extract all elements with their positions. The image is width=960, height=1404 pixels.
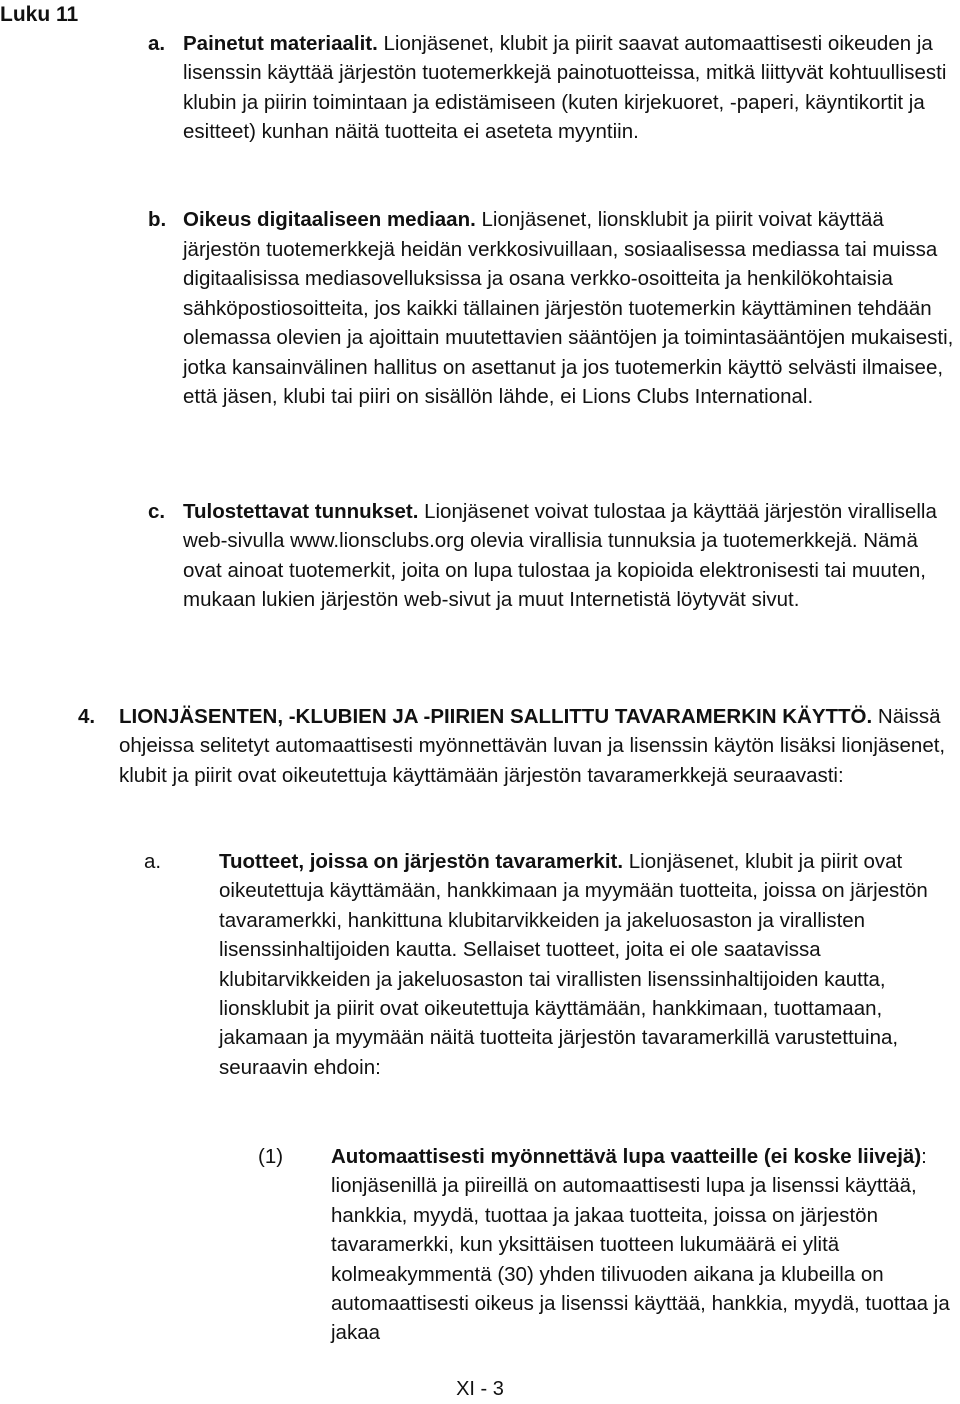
item-heading: Tulostettavat tunnukset. (183, 500, 419, 523)
item-text: Lionjäsenet, lionsklubit ja piirit voivat käyttää järjestön tuotemerkkejä heidän verkkosivuillaan, sosiaalisessa mediassa tai muissa digitaalisissa mediasovelluksissa ja osana verkko-osoitteita ja henkilökohtaisia sähköpostiosoitteita, jos kaikki tällainen järjestön tuotemerkin käyttäminen tehdään olemassa olevien ja ajoittain muutettavien sääntöjen ja toimintasääntöjen mukaisesti, jotka kansainvälinen hallitus on asettanut ja jos tuotemerkin käyttö selvästi ilmaisee, että jäsen, klubi tai piiri on sisällön lähde, ei Lions Clubs International. (183, 208, 954, 408)
section-4 (78, 702, 954, 790)
item-paragraph (183, 497, 955, 615)
item-marker: c. (148, 500, 166, 523)
item-marker: a. (148, 32, 166, 55)
list-item-a (148, 29, 953, 147)
subitem-heading: Automaattisesti myönnettävä lupa vaatteille (ei koske liivejä) (331, 1145, 922, 1168)
item-heading: Oikeus digitaaliseen mediaan. (183, 208, 476, 231)
subitem-text: : lionjäsenillä ja piireillä on automaattisesti lupa ja lisenssi käyttää, hankkia, myydä, tuottaa ja jakaa tuotteita, joissa on järjestön tavaramerkki, kun yksittäisen tuotteen lukumäärä ei ylitä kolmeakymmentä (30) yhden tilivuoden aikana ja klubeilla on automaattisesti oikeus ja lisenssi käyttää, hankkia, myydä, tuottaa ja jakaa (331, 1145, 950, 1345)
subitem-1 (258, 1142, 956, 1348)
section-heading: LIONJÄSENTEN, -KLUBIEN JA -PIIRIEN SALLITTU TAVARAMERKIN KÄYTTÖ. (119, 705, 873, 728)
item-heading: Tuotteet, joissa on järjestön tavaramerkit. (219, 850, 624, 873)
page-number: XI - 3 (456, 1378, 504, 1400)
section-paragraph (119, 702, 954, 790)
item-text: Lionjäsenet, klubit ja piirit saavat automaattisesti oikeuden ja lisenssin käyttää järjestön tuotemerkkejä painotuotteissa, mitkä liittyvät kohtuullisesti klubin ja piirin toimintaan ja edistämiseen (kuten kirjekuoret, -paperi, käyntikortit ja esitteet) kunhan näitä tuotteita ei aseteta myyntiin. (183, 32, 947, 144)
item-text: Lionjäsenet, klubit ja piirit ovat oikeutettuja käyttämään, hankkimaan ja myymään tuotteita, joissa on järjestön tavaramerkki, hankittuna klubitarvikkeiden ja jakeluosaston ja virallisten lisenssinhaltijoiden kautta. Sellaiset tuotteet, joita ei ole saatavissa klubitarvikkeiden ja jakeluosaston tai virallisten lisenssinhaltijoiden kautta, lionsklubit ja piirit ovat oikeutettuja käyttämään, hankkimaan, tuottamaan, jakamaan ja myymään näitä tuotteita järjestön tavaramerkillä varustettuina, seuraavin ehdoin: (219, 850, 928, 1079)
chapter-label: Luku 11 (0, 3, 79, 26)
list-item-c (148, 497, 955, 615)
item-heading: Painetut materiaalit. (183, 32, 378, 55)
section-marker: 4. (78, 705, 96, 728)
subitem-marker: (1) (258, 1145, 284, 1168)
section-text: Näissä ohjeissa selitetyt automaattisesti myönnettävän luvan ja lisenssin käytön lisäksi lionjäsenet, klubit ja piirit ovat oikeutettuja käyttämään järjestön tavaramerkkejä seuraavasti: (119, 705, 946, 787)
item-paragraph (183, 205, 955, 412)
item-text: Lionjäsenet voivat tulostaa ja käyttää järjestön virallisella web-sivulla www.lionsclubs.org olevia virallisia tunnuksia ja tuotemerkkejä. Nämä ovat ainoat tuotemerkit, joita on lupa tulostaa ja kopioida elektronisesti tai muuten, mukaan lukien järjestön web-sivut ja muut Internetistä löytyvät sivut. (183, 500, 937, 612)
item-marker: a. (144, 850, 162, 873)
section-4-item-a (144, 847, 956, 1082)
item-paragraph (219, 847, 956, 1082)
item-marker: b. (148, 208, 167, 231)
subitem-paragraph (331, 1142, 956, 1348)
list-item-b (148, 205, 955, 412)
item-paragraph (183, 29, 953, 147)
